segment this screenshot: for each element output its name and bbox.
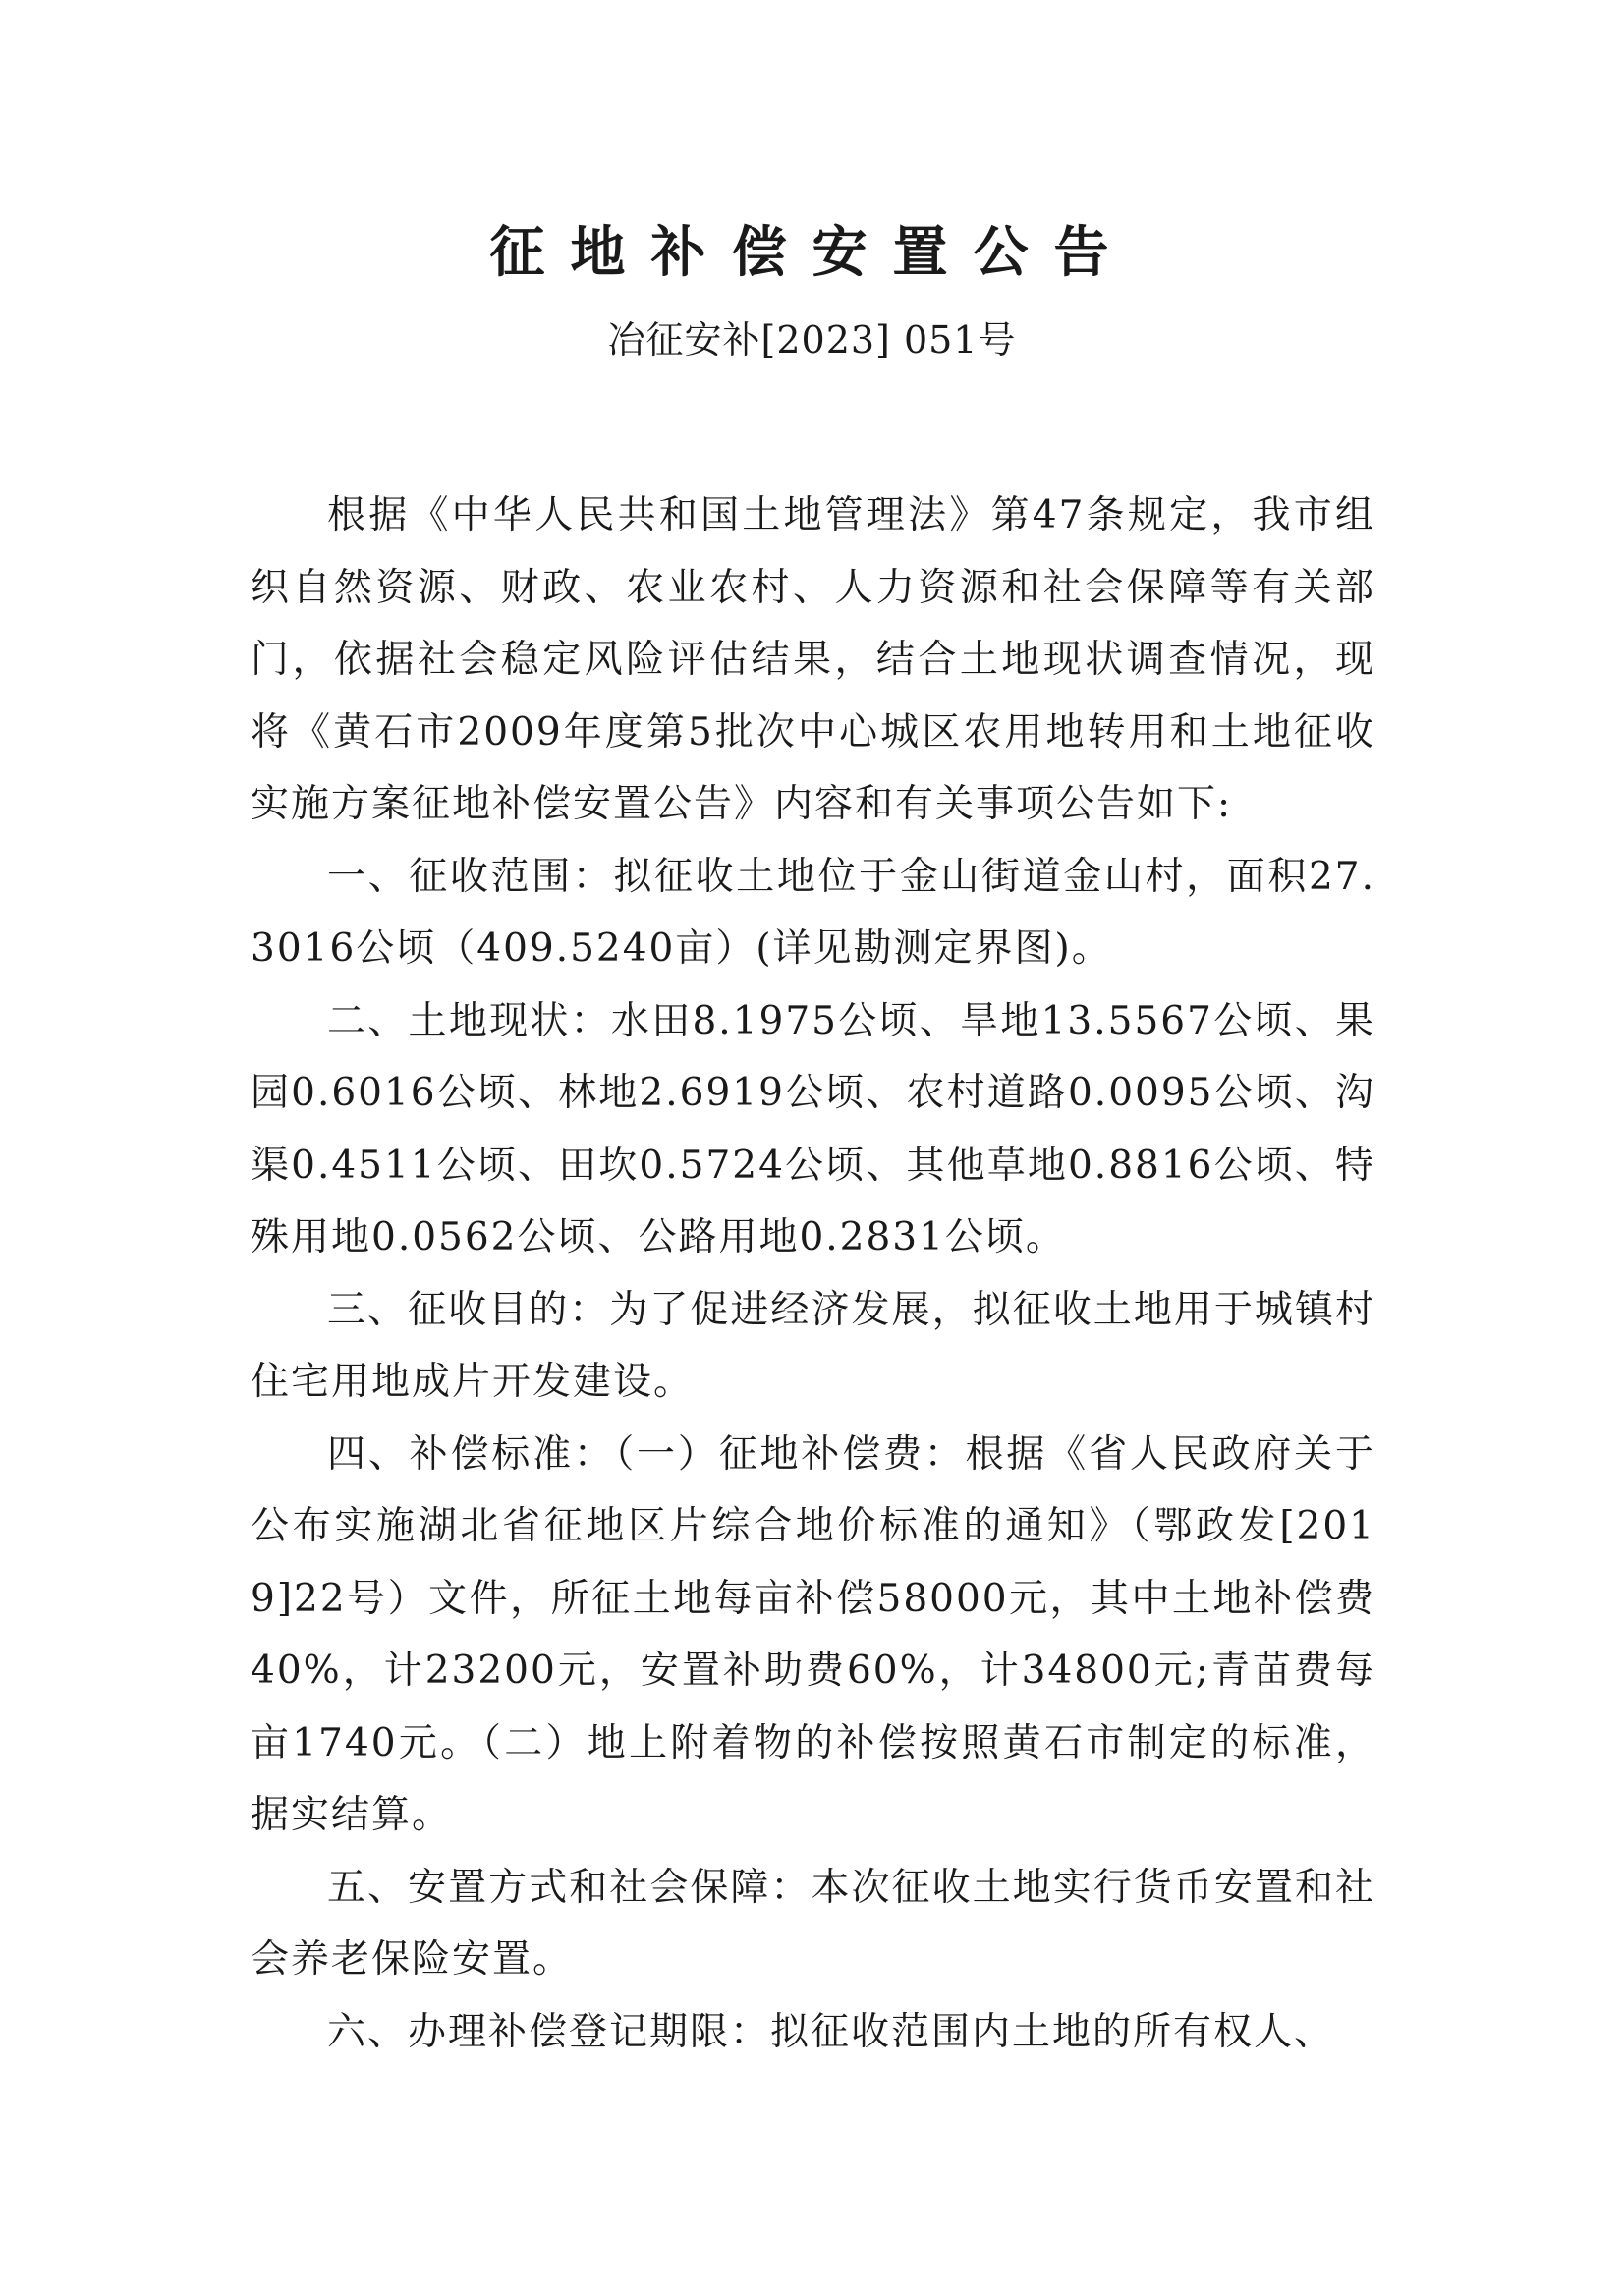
document-number: 冶征安补[2023] 051号 xyxy=(607,318,1017,362)
paragraph-registration-period: 六、办理补偿登记期限：拟征收范围内土地的所有权人、 xyxy=(327,2009,1335,2054)
paragraph-compensation-standard: 四、补偿标准：（一）征地补偿费：根据《省人民政府关于公布实施湖北省征地区片综合地价标准的通知》（鄂政发[2019]22号）文件，所征土地每亩补偿58000元，其中土地补偿费40%，计23200元，安置补助费60%，计34800元;青苗费每亩1740元。（二）地上附着物的补偿按照黄石市制定的标准，据实结算。 xyxy=(251,1431,1375,1837)
paragraph-land-status: 二、土地现状：水田8.1975公顷、旱地13.5567公顷、果园0.6016公顷、林地2.6919公顷、农村道路0.0095公顷、沟渠0.4511公顷、田坎0.5724公顷、其他草地0.8816公顷、特殊用地0.0562公顷、公路用地0.2831公顷。 xyxy=(251,998,1375,1259)
paragraph-resettlement: 五、安置方式和社会保障：本次征收土地实行货币安置和社会养老保险安置。 xyxy=(251,1865,1375,1982)
document-title: 征地补偿安置公告 xyxy=(489,221,1135,285)
paragraph-intro: 根据《中华人民共和国土地管理法》第47条规定，我市组织自然资源、财政、农业农村、人力资源和社会保障等有关部门，依据社会稳定风险评估结果，结合土地现状调查情况，现将《黄石市2009年度第5批次中心城区农用地转用和土地征收实施方案征地补偿安置公告》内容和有关事项公告如下: xyxy=(251,493,1375,826)
paragraph-purpose: 三、征收目的：为了促进经济发展，拟征收土地用于城镇村住宅用地成片开发建设。 xyxy=(251,1287,1375,1404)
document-body xyxy=(251,479,1375,2068)
paragraph-scope: 一、征收范围：拟征收土地位于金山街道金山村，面积27.3016公顷（409.5240亩）(详见勘测定界图)。 xyxy=(251,854,1375,971)
